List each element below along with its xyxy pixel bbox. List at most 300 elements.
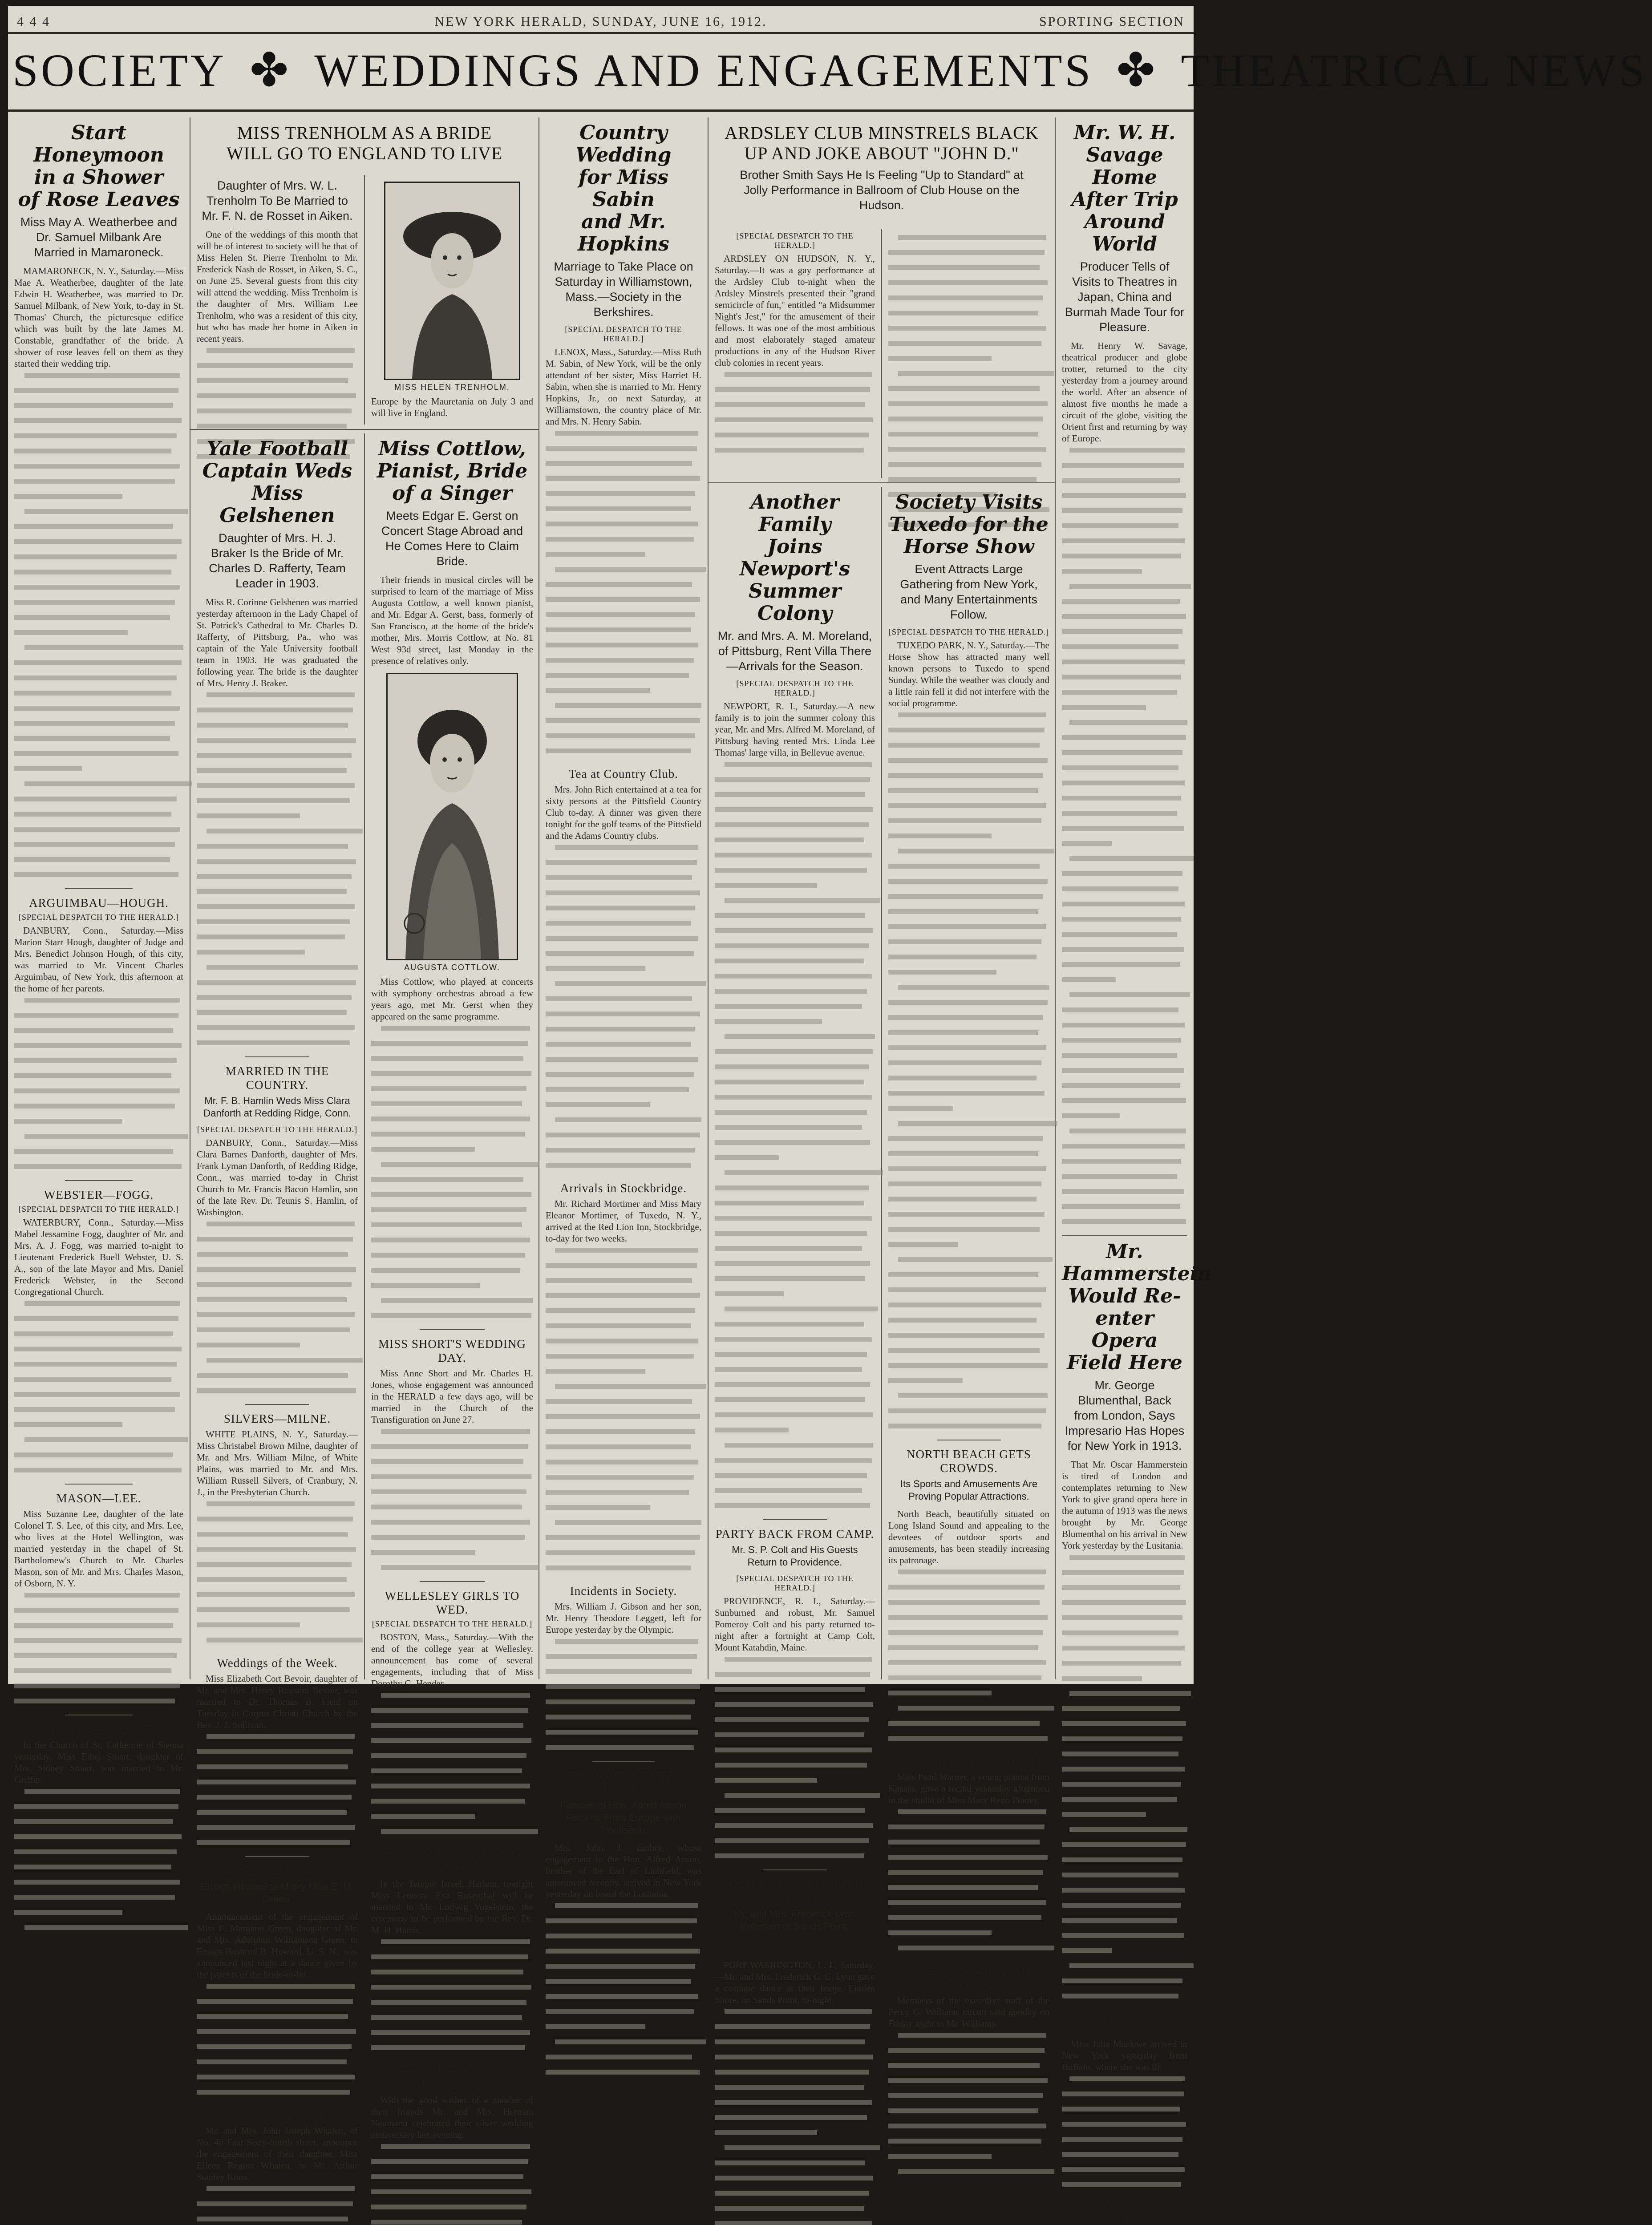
text-line: [14, 1910, 183, 1922]
text-line: [546, 860, 701, 872]
text-line: [888, 1287, 1049, 1299]
text-line: [14, 812, 183, 823]
text-line: [888, 955, 1049, 966]
column-1: [8, 117, 190, 1785]
text-line: [546, 1293, 701, 1305]
text-line: [197, 1237, 358, 1248]
text-line: [197, 1984, 358, 1995]
text-line: [371, 1132, 533, 1143]
text-line: [14, 1683, 183, 1695]
text-filler: [1062, 448, 1187, 1231]
text-line: [888, 1030, 1049, 1042]
text-line: [1062, 1098, 1187, 1110]
text-line: [197, 348, 358, 360]
text-line: [1062, 1963, 1187, 1975]
text-line: [371, 1768, 533, 1780]
text-line: [546, 2009, 701, 2021]
text-line: [1062, 977, 1187, 989]
text-line: [197, 1638, 358, 1649]
text-line: [715, 402, 875, 414]
text-line: [715, 2115, 875, 2127]
section-name: SPORTING SECTION: [1039, 14, 1185, 29]
text-line: [546, 506, 701, 518]
text-line: [197, 1297, 358, 1309]
headline: Start Honeymoon in a Shower of Rose Leaves: [18, 121, 180, 211]
text-filler: [546, 1903, 701, 2081]
text-line: [197, 829, 358, 840]
text-line: [715, 2039, 875, 2051]
text-line: [14, 1422, 183, 1434]
text-line: [546, 1745, 701, 1756]
text-line: [715, 913, 875, 925]
text-line: [197, 1358, 358, 1369]
text-line: [715, 1322, 875, 1333]
text-line: [371, 1814, 533, 1825]
column-2: [190, 433, 365, 2182]
text-line: [715, 1443, 875, 1454]
text-line: [14, 736, 183, 748]
text-line: [14, 1028, 183, 1040]
article-body: PORT WASHINGTON, L. I., Saturday.—Mr. and Mrs. Frederick G. C. Lyon gave a costume dance at their home, Linden Shore, on Sands Point, to-night.: [715, 1960, 875, 2005]
text-line: [888, 1393, 1049, 1405]
text-line: [14, 645, 183, 657]
text-line: [715, 1337, 875, 1348]
subhead: GRIFFIN—STUART.: [42, 1723, 156, 1736]
text-line: [546, 552, 701, 563]
text-line: [1062, 1857, 1187, 1869]
text-line: [715, 1412, 875, 1424]
text-line: [371, 2189, 533, 2201]
text-line: [14, 751, 183, 763]
text-line: [14, 554, 183, 566]
text-line: [197, 2217, 358, 2225]
text-line: [715, 1367, 875, 1379]
text-line: [546, 1072, 701, 1084]
text-line: [715, 1823, 875, 1835]
text-line: [888, 371, 1049, 383]
text-line: [715, 387, 875, 399]
dateline: [SPECIAL DESPATCH TO THE HERALD.]: [736, 1938, 854, 1956]
text-line: [371, 1738, 533, 1750]
article-body: Mrs. William J. Gibson and her son, Mr. Henry Theodore Leggett, left for Europe yesterday by the Olympic.: [546, 1601, 701, 1635]
text-line: [1062, 1174, 1187, 1185]
text-line: [888, 311, 1049, 322]
text-line: [888, 894, 1049, 906]
column-6: [882, 487, 1056, 2029]
text-line: [371, 1708, 533, 1719]
text-line: [14, 1088, 183, 1100]
deck: Event Attracts Large Gathering from New York, and Many Entertainments Follow.: [900, 562, 1038, 621]
text-line: [888, 1348, 1049, 1359]
text-filler: [715, 2009, 875, 2225]
text-filler: [1062, 1555, 1187, 2005]
text-line: [1062, 781, 1187, 792]
masthead-dateline: NEW YORK HERALD, SUNDAY, JUNE 16, 1912.: [434, 14, 767, 29]
text-line: [888, 280, 1049, 292]
text-line: [715, 1261, 875, 1273]
separator: [245, 1404, 310, 1405]
text-line: [888, 1706, 1049, 1717]
separator: [65, 888, 133, 889]
text-line: [888, 1242, 1049, 1254]
text-line: [888, 712, 1049, 724]
text-line: [371, 1207, 533, 1219]
text-line: [715, 1095, 875, 1106]
dateline: [SPECIAL DESPATCH TO THE HERALD.]: [736, 1574, 854, 1592]
text-line: [888, 341, 1049, 352]
text-line: [546, 1133, 701, 1144]
headline: Yale Football Captain Weds Miss Gelshenen: [202, 437, 352, 527]
text-line: [371, 1238, 533, 1249]
text-line: [888, 1824, 1049, 1836]
text-line: [888, 432, 1049, 443]
text-line: [14, 1608, 183, 1619]
text-line: [546, 446, 701, 457]
text-line: [1062, 947, 1187, 959]
text-line: [546, 936, 701, 947]
deck: Producer Tells of Visits to Theatres in Japan, China and Burmah Made Tour for Pleasure.: [1065, 260, 1185, 334]
text-line: [546, 1429, 701, 1441]
text-line: [14, 1804, 183, 1816]
text-line: [546, 1087, 701, 1099]
text-line: [197, 783, 358, 795]
text-line: [1062, 1933, 1187, 1945]
text-line: [371, 2045, 533, 2057]
text-line: [197, 1025, 358, 1037]
text-line: [888, 849, 1049, 860]
text-line: [14, 1301, 183, 1313]
headline: Miss Cottlow, Pianist, Bride of a Singer: [377, 437, 528, 505]
text-line: [1062, 523, 1187, 535]
text-line: [888, 1197, 1049, 1208]
text-line: [546, 1520, 701, 1532]
text-line: [546, 1490, 701, 1501]
text-line: [888, 2139, 1049, 2150]
text-line: [715, 2024, 875, 2036]
text-line: [197, 950, 358, 961]
text-line: [1062, 463, 1187, 474]
text-line: [1062, 493, 1187, 505]
text-line: [715, 1276, 875, 1288]
text-line: [14, 827, 183, 838]
column-5: [709, 487, 882, 2005]
separator: [420, 1329, 485, 1330]
article-body: ARDSLEY ON HUDSON, N. Y., Saturday.—It was a gay performance at the Ardsley Club to-night when the Ardsley Minstrels presented their "grand semicircle of fun," entitled "a Midsummer Night's Jest," for the amusement of their fellows. It was one of the most ambitious and most elaborately staged amateur productions in any of the Hudson River club colonies in recent years.: [715, 253, 875, 368]
subhead: Miss Warner's Piano Recital.: [893, 1755, 1045, 1768]
text-line: [197, 980, 358, 991]
text-line: [197, 1749, 358, 1761]
text-line: [888, 1015, 1049, 1027]
text-line: [371, 1784, 533, 1795]
text-line: [888, 788, 1049, 800]
text-line: [546, 688, 701, 700]
text-line: [715, 1687, 875, 1699]
text-line: [888, 2108, 1049, 2120]
text-line: [888, 1930, 1049, 1942]
text-line: [1062, 2137, 1187, 2148]
text-line: [715, 1702, 875, 1714]
text-line: [888, 818, 1049, 830]
text-line: [197, 1810, 358, 1821]
text-line: [14, 1043, 183, 1055]
text-line: [715, 883, 875, 894]
text-line: [546, 1918, 701, 1930]
subhead: Stat Says Goodby to Mr. Williams.: [904, 1964, 1033, 1991]
text-line: [888, 879, 1049, 890]
section-banner: [8, 33, 1648, 109]
text-line: [14, 479, 183, 490]
text-line: [14, 857, 183, 869]
text-filler: [1062, 2076, 1187, 2194]
subhead: To Wed Miss Rosenthal To-Night.: [380, 1848, 525, 1875]
text-line: [14, 600, 183, 611]
text-line: [371, 1693, 533, 1704]
text-line: [715, 2191, 875, 2202]
text-line: [715, 2100, 875, 2112]
text-line: [715, 417, 875, 429]
text-line: [14, 1789, 183, 1800]
text-line: [14, 524, 183, 536]
text-line: [197, 1517, 358, 1528]
banner-theatrical: THEATRICAL NEWS: [1181, 45, 1648, 96]
text-line: [715, 1110, 875, 1121]
text-line: [1062, 796, 1187, 807]
text-line: [197, 1327, 358, 1339]
text-line: [1062, 2076, 1187, 2088]
text-line: [888, 1212, 1049, 1223]
text-line: [546, 875, 701, 887]
text-line: [1062, 614, 1187, 626]
text-line: [888, 1076, 1049, 1087]
text-line: [715, 898, 875, 910]
text-line: [546, 643, 701, 654]
text-filler: [888, 1809, 1049, 1957]
text-line: [715, 822, 875, 834]
text-filler: [546, 845, 701, 1174]
text-line: [546, 1278, 701, 1290]
text-line: [197, 965, 358, 976]
subhead: Miss Marlowe Better; Going Abroad.: [1062, 2012, 1187, 2035]
text-line: [1062, 644, 1187, 656]
banner-weddings: WEDDINGS AND ENGAGEMENTS: [314, 45, 1093, 96]
text-line: [197, 934, 358, 946]
text-line: [197, 2090, 358, 2101]
article-body: Their friends in musical circles will be surprised to learn of the marriage of Miss Augusta Cottlow, a well known pianist, and Mr. Edgar A. Gerst, bass, formerly of San Francisco, at the home of the bride's mother, Mrs. Morris Cottlow, at No. 81 West 93d street, last Monday in the presence of relatives only.: [371, 574, 533, 666]
text-line: [1062, 569, 1187, 580]
text-line: [546, 921, 701, 932]
text-line: [197, 2044, 358, 2056]
separator: [245, 1056, 310, 1057]
text-line: [197, 1252, 358, 1263]
separator: [65, 1180, 133, 1181]
text-line: [1062, 554, 1187, 565]
divider: [1062, 1235, 1187, 1236]
text-line: [1062, 1113, 1187, 1125]
deck: Mr. George Blumenthal, Back from London, Says Impresario Has Hopes for New York in 1913.: [1065, 1379, 1185, 1452]
text-line: [14, 721, 183, 732]
text-filler: [715, 372, 875, 459]
deck: Fiancee of Hon. Alfred Anson Returns From Europe with Trousseau.: [560, 1800, 687, 1836]
text-line: [888, 1166, 1049, 1178]
text-line: [371, 1954, 533, 1966]
text-line: [546, 658, 701, 669]
text-line: [197, 2059, 358, 2071]
subhead: Keep Silver Wedding Anniversary.: [396, 2064, 508, 2091]
text-line: [1062, 1918, 1187, 1930]
text-line: [546, 1414, 701, 1426]
text-filler: [14, 373, 183, 884]
text-line: [14, 1347, 183, 1358]
text-line: [197, 798, 358, 810]
subhead: WELLESLEY GIRLS TO WED.: [385, 1589, 520, 1616]
text-line: [371, 1459, 533, 1471]
text-line: [546, 582, 701, 594]
text-line: [1062, 629, 1187, 641]
divider: [190, 429, 539, 430]
separator: [65, 1484, 133, 1485]
text-line: [888, 1809, 1049, 1821]
text-line: [546, 2039, 701, 2051]
text-line: [715, 2085, 875, 2096]
text-line: [888, 1691, 1049, 1702]
text-line: [888, 1333, 1049, 1344]
dateline: [SPECIAL DESPATCH TO THE HERALD.]: [372, 1619, 533, 1628]
article-body: Miss Elizabeth Cort Bevoir, daughter of Mr. and Mrs. Henry Royston Bevoir, was married to Dr. Thomas B. Field on Tuesday in Corpus Christi Church by the Rev. J. J. Sullivan.: [197, 1673, 358, 1730]
deck: Its Sports and Amusements Are Proving Popular Attractions.: [900, 1478, 1038, 1502]
text-line: [1062, 750, 1187, 762]
dateline: [SPECIAL DESPATCH TO THE HERALD.]: [888, 627, 1049, 636]
text-line: [14, 1149, 183, 1161]
text-filler: [371, 1693, 533, 1841]
article-body: Miss Julia Marlowe arrived in New York yesterday from Buffalo, where she was ill.: [1062, 2039, 1187, 2072]
text-line: [546, 1369, 701, 1380]
text-line: [715, 928, 875, 940]
text-line: [371, 1268, 533, 1279]
text-line: [371, 1723, 533, 1735]
text-line: [14, 388, 183, 400]
text-line: [1062, 599, 1187, 611]
text-line: [546, 537, 701, 548]
text-line: [546, 491, 701, 503]
deck: Mr. S. P. Colt and His Guests Return to Providence.: [732, 1544, 858, 1568]
text-line: [197, 1622, 358, 1634]
text-line: [715, 1049, 875, 1061]
text-line: [197, 1795, 358, 1806]
article-body: In the Temple Israel, Harlem, to-night Miss Leonora Eva Rosenthal will be married to Mr. Ludwig Vogelstein, the ceremony to be performed by the Rev. Dr. M. H. Harris.: [371, 1878, 533, 1935]
text-line: [197, 1999, 358, 2011]
text-line: [546, 1654, 701, 1666]
text-line: [1062, 1219, 1187, 1231]
text-line: [1062, 992, 1187, 1004]
text-line: [197, 1388, 358, 1400]
text-filler: [546, 431, 701, 760]
article-body: MAMARONECK, N. Y., Saturday.—Miss Mae A. Weatherbee, daughter of the late Edwin H. Weatherbee, was married to Dr. Samuel Milbank, of New York, to-day in St. Thomas' Church, the picturesque edifice which was built by the late James M. Constable, grandfather of the bride. A shower of rose leaves fell on them as they started their wedding trip.: [14, 266, 183, 369]
text-line: [1062, 1706, 1187, 1718]
newspaper-page: [8, 6, 1648, 2224]
text-line: [715, 1838, 875, 1850]
text-line: [371, 2030, 533, 2042]
text-line: [14, 1880, 183, 1891]
text-line: [546, 1460, 701, 1471]
text-line: [197, 1764, 358, 1776]
text-line: [197, 1825, 358, 1837]
text-line: [197, 1222, 358, 1233]
column-3: [365, 433, 539, 2140]
text-line: [715, 1064, 875, 1076]
text-line: [546, 1684, 701, 1696]
text-line: [888, 2048, 1049, 2059]
text-line: [1062, 1721, 1187, 1733]
text-line: [197, 2029, 358, 2041]
text-line: [14, 1164, 183, 1176]
text-line: [14, 1593, 183, 1604]
text-line: [14, 585, 183, 596]
text-line: [715, 1672, 875, 1683]
text-line: [371, 1086, 533, 1098]
text-line: [197, 889, 358, 901]
text-line: [14, 630, 183, 642]
text-line: [14, 1849, 183, 1861]
text-line: [715, 1428, 875, 1439]
text-line: [14, 1134, 183, 1145]
text-line: [1062, 1159, 1187, 1170]
text-line: [14, 1362, 183, 1373]
text-line: [371, 1147, 533, 1158]
text-line: [715, 837, 875, 849]
text-line: [371, 1753, 533, 1765]
text-line: [715, 1170, 875, 1182]
text-line: [546, 1964, 701, 1975]
separator: [592, 1761, 655, 1762]
text-line: [546, 1669, 701, 1681]
text-line: [546, 2070, 701, 2081]
text-line: [14, 781, 183, 793]
subhead: MISS SHORT'S WEDDING DAY.: [378, 1337, 526, 1364]
text-line: [546, 1934, 701, 1945]
article-body: One of the weddings of this month that will be of interest to society will be that of Miss Helen St. Pierre Trenholm to Mr. Frederick Nash de Rosset, in Aiken, S. C., on June 25. Several guests from this city will attend the wedding. Miss Trenholm is the daughter of Mrs. William Lee Trenholm, who was a resident of this city, but who has made her home in Aiken in recent years.: [197, 229, 358, 344]
text-line: [197, 1577, 358, 1589]
text-line: [197, 1532, 358, 1543]
text-line: [715, 2130, 875, 2142]
text-line: [546, 1117, 701, 1129]
subhead: Incidents in Society.: [570, 1584, 677, 1598]
column-7: [1056, 117, 1212, 2224]
text-line: [197, 1312, 358, 1324]
text-filler: [197, 2186, 358, 2225]
text-line: [197, 1010, 358, 1022]
text-line: [197, 1267, 358, 1278]
photo-caption: MISS HELEN TRENHOLM.: [394, 383, 510, 392]
text-line: [14, 433, 183, 445]
text-line: [546, 1148, 701, 1159]
text-line: [1062, 1797, 1187, 1808]
text-line: [197, 844, 358, 855]
text-line: [546, 981, 701, 993]
text-line: [197, 1040, 358, 1052]
text-line: [197, 1734, 358, 1746]
text-line: [197, 708, 358, 719]
text-line: [715, 974, 875, 985]
text-line: [1062, 538, 1187, 550]
text-filler: [371, 1429, 533, 1577]
text-filler: [197, 1501, 358, 1649]
text-line: [1062, 917, 1187, 928]
text-line: [715, 1216, 875, 1227]
text-line: [546, 431, 701, 442]
dateline: [SPECIAL DESPATCH TO THE HERALD.]: [18, 1205, 179, 1214]
columns-5-6: [709, 117, 1056, 2029]
text-line: [888, 833, 1049, 845]
